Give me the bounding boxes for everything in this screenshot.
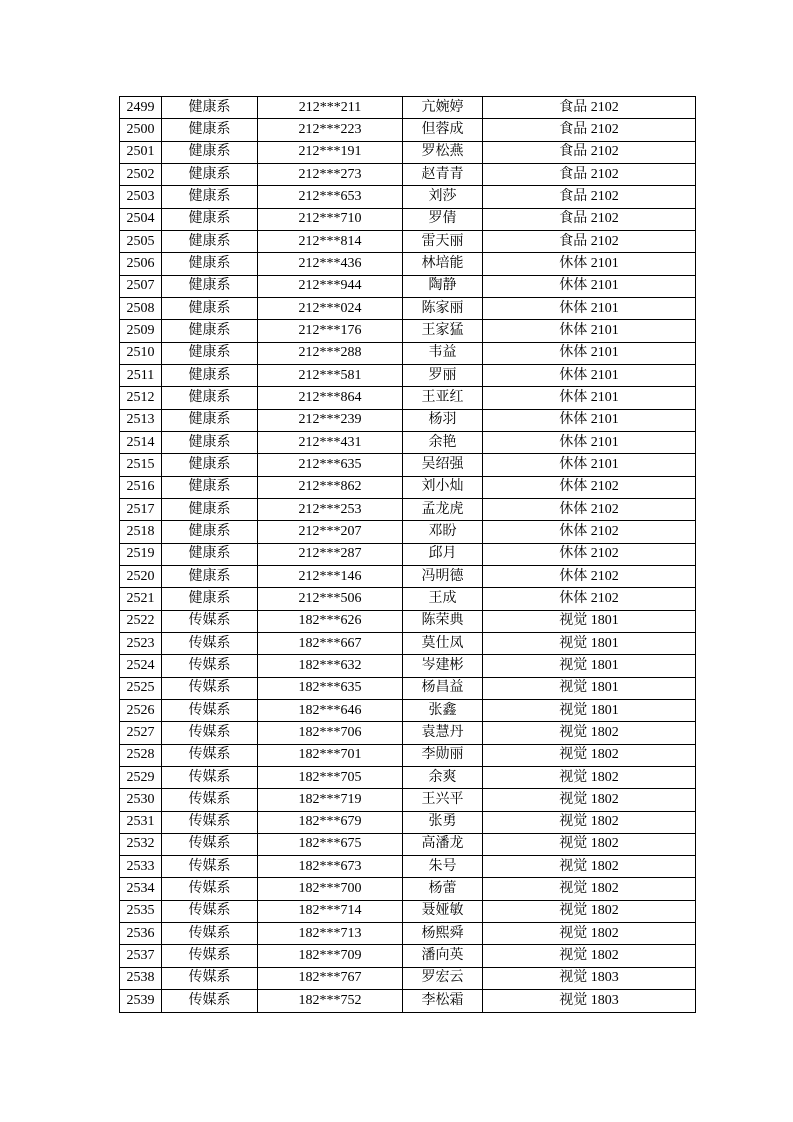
cell-student-name: 罗宏云 [403, 967, 483, 989]
table-row [120, 990, 696, 1013]
cell-class: 休体 2101 [483, 253, 696, 275]
cell-student-name: 邓盼 [403, 521, 483, 543]
cell-student-id: 182***700 [258, 878, 403, 900]
cell-department: 健康系 [162, 186, 258, 208]
cell-class: 视觉 1801 [483, 632, 696, 654]
cell-serial-number: 2505 [120, 230, 162, 252]
cell-student-id: 212***223 [258, 119, 403, 141]
table-row [120, 141, 696, 163]
table-row [120, 610, 696, 632]
table-row [120, 565, 696, 587]
cell-department: 健康系 [162, 543, 258, 565]
cell-serial-number: 2523 [120, 632, 162, 654]
cell-serial-number: 2529 [120, 766, 162, 788]
cell-student-id: 212***273 [258, 163, 403, 185]
cell-student-name: 杨羽 [403, 409, 483, 431]
cell-serial-number: 2511 [120, 364, 162, 386]
cell-serial-number: 2520 [120, 565, 162, 587]
cell-student-id: 212***288 [258, 342, 403, 364]
cell-serial-number: 2519 [120, 543, 162, 565]
cell-student-id: 182***675 [258, 833, 403, 855]
cell-class: 食品 2102 [483, 141, 696, 163]
cell-department: 健康系 [162, 342, 258, 364]
cell-serial-number: 2508 [120, 297, 162, 319]
cell-student-name: 刘莎 [403, 186, 483, 208]
cell-class: 休体 2102 [483, 588, 696, 610]
table-row [120, 833, 696, 855]
cell-class: 休体 2102 [483, 565, 696, 587]
cell-department: 传媒系 [162, 990, 258, 1013]
table-row [120, 364, 696, 386]
cell-student-id: 182***626 [258, 610, 403, 632]
table-row [120, 186, 696, 208]
cell-department: 传媒系 [162, 677, 258, 699]
cell-serial-number: 2516 [120, 476, 162, 498]
cell-serial-number: 2515 [120, 454, 162, 476]
cell-department: 健康系 [162, 253, 258, 275]
cell-class: 视觉 1802 [483, 945, 696, 967]
cell-student-name: 陈荣典 [403, 610, 483, 632]
cell-serial-number: 2538 [120, 967, 162, 989]
cell-serial-number: 2509 [120, 320, 162, 342]
table-row [120, 677, 696, 699]
cell-serial-number: 2525 [120, 677, 162, 699]
cell-class: 视觉 1803 [483, 967, 696, 989]
cell-student-name: 陶静 [403, 275, 483, 297]
table-row [120, 588, 696, 610]
table-row [120, 320, 696, 342]
table-row [120, 97, 696, 119]
cell-student-name: 韦益 [403, 342, 483, 364]
cell-serial-number: 2534 [120, 878, 162, 900]
cell-department: 传媒系 [162, 967, 258, 989]
cell-serial-number: 2510 [120, 342, 162, 364]
cell-serial-number: 2517 [120, 498, 162, 520]
cell-class: 视觉 1801 [483, 699, 696, 721]
cell-student-id: 182***679 [258, 811, 403, 833]
cell-student-name: 冯明德 [403, 565, 483, 587]
cell-class: 视觉 1801 [483, 610, 696, 632]
table-row [120, 119, 696, 141]
cell-department: 健康系 [162, 141, 258, 163]
cell-department: 传媒系 [162, 833, 258, 855]
cell-student-id: 182***752 [258, 990, 403, 1013]
cell-student-id: 182***701 [258, 744, 403, 766]
cell-student-name: 雷天丽 [403, 230, 483, 252]
cell-class: 视觉 1802 [483, 722, 696, 744]
cell-serial-number: 2521 [120, 588, 162, 610]
table-row [120, 923, 696, 945]
cell-serial-number: 2528 [120, 744, 162, 766]
cell-student-name: 吴绍强 [403, 454, 483, 476]
cell-class: 休体 2101 [483, 320, 696, 342]
cell-class: 视觉 1802 [483, 811, 696, 833]
cell-serial-number: 2535 [120, 900, 162, 922]
cell-class: 休体 2101 [483, 387, 696, 409]
cell-student-id: 182***632 [258, 655, 403, 677]
cell-class: 休体 2101 [483, 431, 696, 453]
cell-class: 视觉 1801 [483, 677, 696, 699]
cell-student-name: 刘小灿 [403, 476, 483, 498]
cell-department: 传媒系 [162, 878, 258, 900]
cell-student-id: 212***287 [258, 543, 403, 565]
cell-class: 视觉 1802 [483, 789, 696, 811]
cell-student-name: 林培能 [403, 253, 483, 275]
table-row [120, 945, 696, 967]
cell-department: 健康系 [162, 387, 258, 409]
cell-class: 休体 2102 [483, 521, 696, 543]
cell-serial-number: 2514 [120, 431, 162, 453]
cell-class: 休体 2102 [483, 498, 696, 520]
cell-student-id: 212***710 [258, 208, 403, 230]
cell-department: 健康系 [162, 454, 258, 476]
cell-serial-number: 2537 [120, 945, 162, 967]
cell-department: 健康系 [162, 320, 258, 342]
cell-student-name: 李勋丽 [403, 744, 483, 766]
cell-student-id: 182***646 [258, 699, 403, 721]
cell-class: 休体 2102 [483, 476, 696, 498]
cell-class: 休体 2101 [483, 275, 696, 297]
cell-serial-number: 2504 [120, 208, 162, 230]
cell-department: 传媒系 [162, 722, 258, 744]
table-row [120, 297, 696, 319]
cell-department: 健康系 [162, 119, 258, 141]
cell-student-id: 212***814 [258, 230, 403, 252]
cell-serial-number: 2539 [120, 990, 162, 1013]
cell-serial-number: 2527 [120, 722, 162, 744]
cell-student-name: 王家猛 [403, 320, 483, 342]
cell-class: 休体 2101 [483, 409, 696, 431]
cell-department: 健康系 [162, 588, 258, 610]
cell-serial-number: 2500 [120, 119, 162, 141]
cell-student-name: 潘向英 [403, 945, 483, 967]
cell-department: 传媒系 [162, 766, 258, 788]
table-row [120, 387, 696, 409]
cell-class: 视觉 1802 [483, 766, 696, 788]
cell-department: 健康系 [162, 163, 258, 185]
cell-student-name: 陈家丽 [403, 297, 483, 319]
cell-class: 视觉 1802 [483, 900, 696, 922]
cell-class: 食品 2102 [483, 119, 696, 141]
cell-student-id: 212***146 [258, 565, 403, 587]
cell-serial-number: 2531 [120, 811, 162, 833]
cell-student-id: 212***024 [258, 297, 403, 319]
cell-serial-number: 2526 [120, 699, 162, 721]
table-row [120, 722, 696, 744]
cell-student-id: 212***207 [258, 521, 403, 543]
cell-student-id: 212***944 [258, 275, 403, 297]
cell-serial-number: 2533 [120, 856, 162, 878]
cell-serial-number: 2518 [120, 521, 162, 543]
table-row [120, 409, 696, 431]
cell-department: 传媒系 [162, 856, 258, 878]
cell-class: 视觉 1802 [483, 923, 696, 945]
cell-class: 休体 2101 [483, 454, 696, 476]
cell-class: 食品 2102 [483, 186, 696, 208]
cell-student-name: 张勇 [403, 811, 483, 833]
cell-student-name: 岑建彬 [403, 655, 483, 677]
cell-student-name: 余艳 [403, 431, 483, 453]
table-row [120, 476, 696, 498]
table-row [120, 900, 696, 922]
cell-department: 传媒系 [162, 789, 258, 811]
cell-department: 健康系 [162, 498, 258, 520]
cell-student-name: 杨蕾 [403, 878, 483, 900]
cell-student-id: 212***436 [258, 253, 403, 275]
cell-class: 视觉 1801 [483, 655, 696, 677]
cell-student-name: 王亚红 [403, 387, 483, 409]
cell-serial-number: 2507 [120, 275, 162, 297]
cell-serial-number: 2530 [120, 789, 162, 811]
cell-class: 食品 2102 [483, 163, 696, 185]
cell-class: 视觉 1802 [483, 833, 696, 855]
cell-student-id: 182***719 [258, 789, 403, 811]
cell-department: 健康系 [162, 230, 258, 252]
cell-department: 健康系 [162, 565, 258, 587]
cell-student-id: 212***176 [258, 320, 403, 342]
cell-student-name: 亢婉婷 [403, 97, 483, 119]
table-row [120, 789, 696, 811]
cell-student-name: 孟龙虎 [403, 498, 483, 520]
cell-class: 视觉 1802 [483, 878, 696, 900]
cell-department: 健康系 [162, 431, 258, 453]
table-row [120, 856, 696, 878]
student-roster-table [119, 96, 696, 1013]
cell-student-id: 212***253 [258, 498, 403, 520]
cell-serial-number: 2503 [120, 186, 162, 208]
cell-student-id: 212***506 [258, 588, 403, 610]
cell-department: 传媒系 [162, 923, 258, 945]
cell-student-name: 赵青青 [403, 163, 483, 185]
cell-department: 传媒系 [162, 945, 258, 967]
cell-class: 休体 2101 [483, 297, 696, 319]
table-row [120, 253, 696, 275]
cell-department: 健康系 [162, 97, 258, 119]
cell-department: 传媒系 [162, 699, 258, 721]
cell-class: 食品 2102 [483, 208, 696, 230]
cell-student-id: 182***709 [258, 945, 403, 967]
cell-student-name: 袁慧丹 [403, 722, 483, 744]
table-row [120, 967, 696, 989]
cell-serial-number: 2499 [120, 97, 162, 119]
cell-department: 传媒系 [162, 744, 258, 766]
cell-serial-number: 2502 [120, 163, 162, 185]
cell-department: 健康系 [162, 208, 258, 230]
cell-student-name: 但蓉成 [403, 119, 483, 141]
table-row [120, 632, 696, 654]
cell-department: 健康系 [162, 364, 258, 386]
table-row [120, 699, 696, 721]
cell-department: 传媒系 [162, 610, 258, 632]
table-row [120, 230, 696, 252]
cell-student-id: 182***767 [258, 967, 403, 989]
cell-department: 健康系 [162, 409, 258, 431]
table-row [120, 521, 696, 543]
cell-student-name: 高潘龙 [403, 833, 483, 855]
table-row [120, 498, 696, 520]
table-row [120, 342, 696, 364]
cell-class: 视觉 1802 [483, 856, 696, 878]
cell-student-id: 182***667 [258, 632, 403, 654]
cell-class: 休体 2101 [483, 342, 696, 364]
table-row [120, 454, 696, 476]
cell-department: 健康系 [162, 476, 258, 498]
cell-student-id: 212***211 [258, 97, 403, 119]
cell-class: 视觉 1802 [483, 744, 696, 766]
table-row [120, 766, 696, 788]
cell-class: 视觉 1803 [483, 990, 696, 1013]
table-row [120, 163, 696, 185]
cell-student-name: 朱号 [403, 856, 483, 878]
cell-student-name: 余爽 [403, 766, 483, 788]
cell-serial-number: 2532 [120, 833, 162, 855]
table-row [120, 878, 696, 900]
cell-serial-number: 2506 [120, 253, 162, 275]
cell-serial-number: 2522 [120, 610, 162, 632]
cell-serial-number: 2512 [120, 387, 162, 409]
cell-student-name: 邱月 [403, 543, 483, 565]
table-row [120, 543, 696, 565]
cell-student-id: 182***673 [258, 856, 403, 878]
cell-department: 传媒系 [162, 632, 258, 654]
cell-serial-number: 2536 [120, 923, 162, 945]
cell-student-id: 212***862 [258, 476, 403, 498]
cell-department: 传媒系 [162, 900, 258, 922]
cell-student-id: 182***713 [258, 923, 403, 945]
cell-serial-number: 2501 [120, 141, 162, 163]
cell-student-name: 李松霜 [403, 990, 483, 1013]
cell-class: 食品 2102 [483, 230, 696, 252]
cell-class: 休体 2102 [483, 543, 696, 565]
roster-body [120, 97, 696, 1013]
cell-student-name: 罗松燕 [403, 141, 483, 163]
cell-student-name: 罗倩 [403, 208, 483, 230]
cell-student-id: 212***653 [258, 186, 403, 208]
cell-student-id: 212***191 [258, 141, 403, 163]
cell-class: 休体 2101 [483, 364, 696, 386]
table-row [120, 275, 696, 297]
cell-student-id: 182***706 [258, 722, 403, 744]
cell-department: 健康系 [162, 275, 258, 297]
cell-student-name: 罗丽 [403, 364, 483, 386]
cell-student-name: 张鑫 [403, 699, 483, 721]
table-row [120, 744, 696, 766]
table-row [120, 208, 696, 230]
cell-student-id: 182***705 [258, 766, 403, 788]
table-row [120, 431, 696, 453]
cell-serial-number: 2524 [120, 655, 162, 677]
cell-department: 健康系 [162, 521, 258, 543]
cell-serial-number: 2513 [120, 409, 162, 431]
cell-student-name: 杨昌益 [403, 677, 483, 699]
cell-department: 传媒系 [162, 655, 258, 677]
cell-class: 食品 2102 [483, 97, 696, 119]
cell-student-id: 212***581 [258, 364, 403, 386]
cell-department: 传媒系 [162, 811, 258, 833]
cell-student-id: 212***635 [258, 454, 403, 476]
cell-student-name: 聂娅敏 [403, 900, 483, 922]
cell-student-id: 182***714 [258, 900, 403, 922]
cell-student-id: 182***635 [258, 677, 403, 699]
cell-department: 健康系 [162, 297, 258, 319]
cell-student-name: 王成 [403, 588, 483, 610]
cell-student-name: 杨熙舜 [403, 923, 483, 945]
cell-student-id: 212***864 [258, 387, 403, 409]
cell-student-name: 王兴平 [403, 789, 483, 811]
cell-student-name: 莫仕凤 [403, 632, 483, 654]
cell-student-id: 212***239 [258, 409, 403, 431]
table-row [120, 811, 696, 833]
table-row [120, 655, 696, 677]
cell-student-id: 212***431 [258, 431, 403, 453]
